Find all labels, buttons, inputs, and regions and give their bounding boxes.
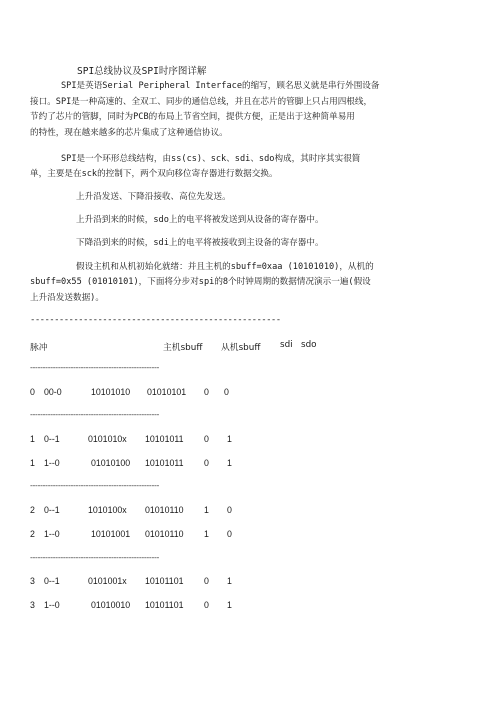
rule-line-1: 上升沿发送、下降沿接收、高位先发送。 <box>76 192 231 202</box>
table-row: 1 1--0 01010100 10101011 0 1 <box>30 458 232 468</box>
example-line-2: sbuff=0x55 (01010101)，下面将分步对spi的8个时钟周期的数据情况演示一遍(假设 <box>30 277 371 287</box>
ring-line-1: SPI是一个环形总线结构，由ss(cs)、sck、sdi、sdo构成，其时序其实很简 <box>61 154 361 164</box>
intro-line-2: 接口。SPI是一种高速的、全双工、同步的通信总线，并且在芯片的管脚上只占用四根线， <box>30 97 373 107</box>
table-row: 2 0--1 1010100x 01010110 1 0 <box>30 505 232 515</box>
example-line-1: 假设主机和从机初始化就绪：并且主机的sbuff=0xaa (10101010)，从机的 <box>76 262 374 272</box>
separator: --------------------------------------------------- <box>30 409 160 419</box>
rule-line-2: 上升沿到来的时候，sdo上的电平将被发送到从设备的寄存器中。 <box>76 215 324 225</box>
table-row: 3 1--0 01010010 10101101 0 1 <box>30 600 232 610</box>
rule-line-3: 下降沿到来的时候，sdi上的电平将被接收到主设备的寄存器中。 <box>76 238 324 248</box>
table-row: 2 1--0 10101001 01010110 1 0 <box>30 529 232 539</box>
header-sdo: sdo <box>301 340 317 350</box>
table-row: 3 0--1 0101001x 10101101 0 1 <box>30 576 232 586</box>
separator: --------------------------------------------------- <box>30 552 160 562</box>
separator-heavy: ---------------------------------------------------- <box>30 315 281 325</box>
separator: --------------------------------------------------- <box>30 480 160 490</box>
header-pulse: 脉冲 <box>30 343 48 353</box>
table-row: 1 0--1 0101010x 10101011 0 1 <box>30 434 232 444</box>
ring-line-2: 单，主要是在sck的控制下，两个双向移位寄存器进行数据交换。 <box>30 169 278 179</box>
document-title: SPI总线协议及SPI时序图详解 <box>77 66 207 77</box>
intro-line-1: SPI是英语Serial Peripheral Interface的缩写，顾名思义就是串行外围设备 <box>61 81 380 91</box>
header-slave-sbuff: 从机sbuff <box>221 343 261 353</box>
table-row: 0 00-0 10101010 01010101 0 0 <box>30 387 229 397</box>
intro-line-3: 节约了芯片的管脚，同时为PCB的布局上节省空间，提供方便，正是出于这种简单易用 <box>30 112 355 122</box>
header-master-sbuff: 主机sbuff <box>163 343 203 353</box>
separator: --------------------------------------------------- <box>30 362 160 372</box>
header-sdi: sdi <box>280 340 293 350</box>
example-line-3: 上升沿发送数据)。 <box>30 293 104 303</box>
table-header <box>30 340 330 352</box>
intro-line-4: 的特性，现在越来越多的芯片集成了这种通信协议。 <box>30 128 228 138</box>
